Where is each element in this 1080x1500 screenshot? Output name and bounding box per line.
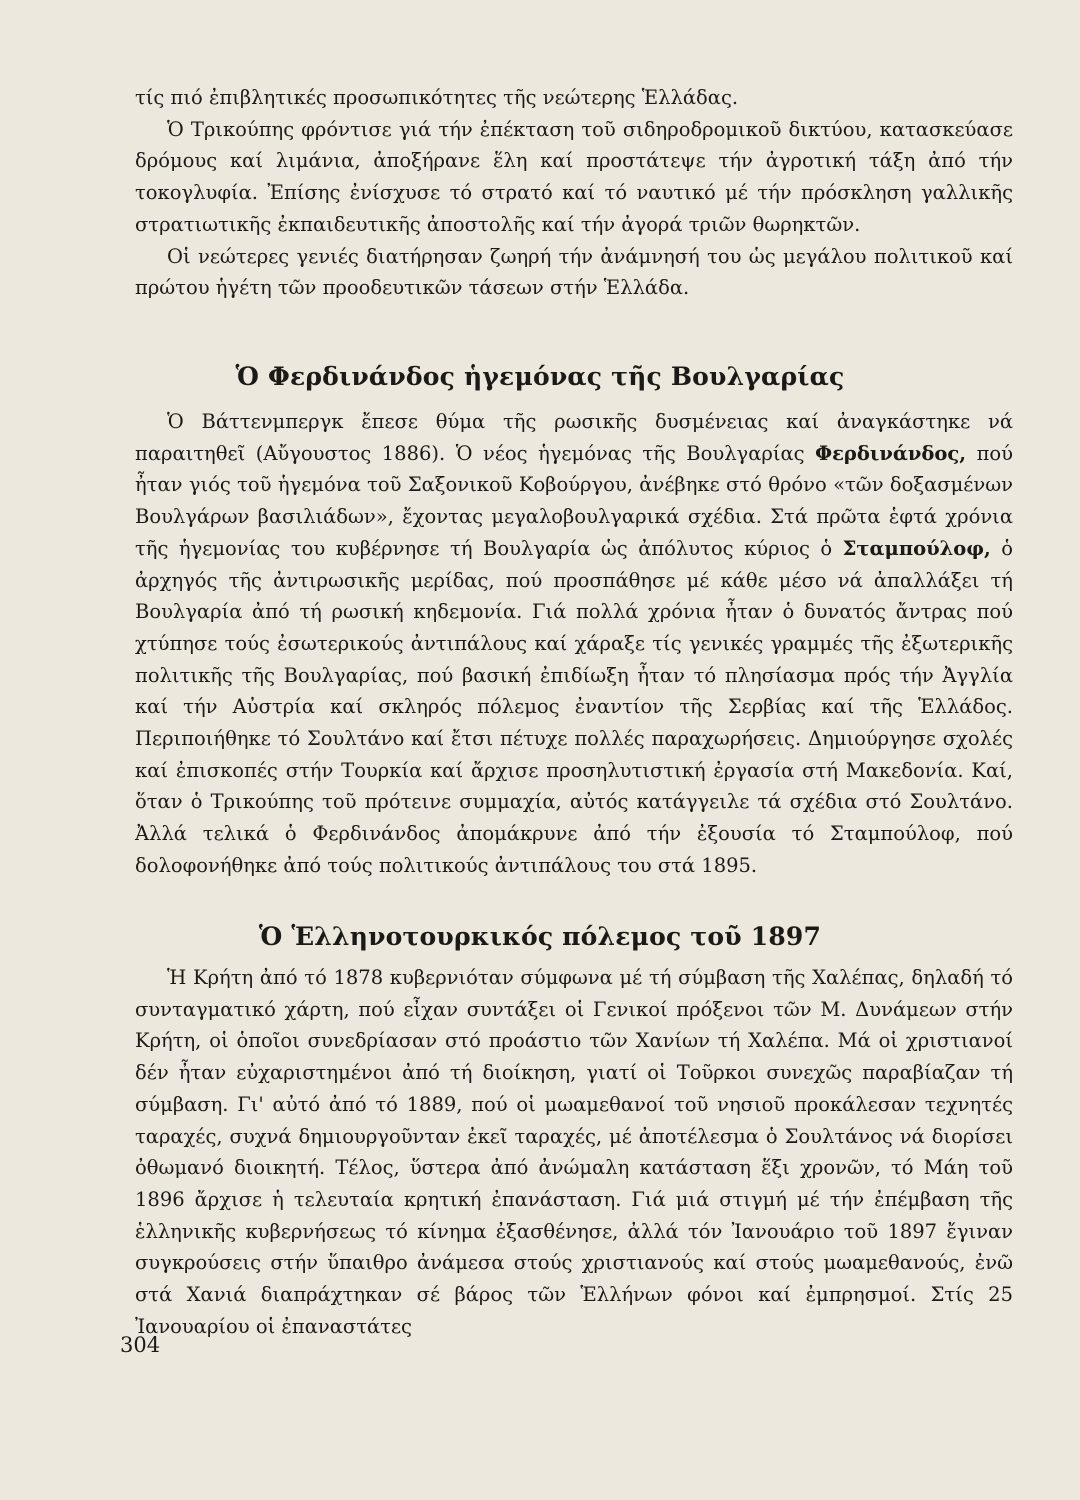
heading-ferdinand: Ὁ Φερδινάνδος ἡγεμόνας τῆς Βουλγαρίας <box>235 362 845 391</box>
section-trikoupis <box>135 82 1013 304</box>
section-ferdinand <box>135 406 1013 882</box>
page-number: 304 <box>120 1333 161 1357</box>
section-war-1897 <box>135 962 1013 1342</box>
paragraph-trikoupis-legacy: Οἱ νεώτερες γενιές διατήρησαν ζωηρή τήν ἀνάμνησή του ὡς μεγάλου πολιτικοῦ καί πρώτου ἡγέτη τῶν προοδευτικῶν τάσεων στήν Ἑλλάδα. <box>135 244 1013 300</box>
paragraph-continuation: τίς πιό ἐπιβλητικές προσωπικότητες τῆς νεώτερης Ἑλλάδας. <box>135 86 739 109</box>
heading-war-1897: Ὁ Ἑλληνοτουρκικός πόλεμος τοῦ 1897 <box>258 922 822 951</box>
stambolov-bold-name: Σταμπούλοφ, <box>842 536 991 560</box>
paragraph-crete: Ἡ Κρήτη ἀπό τό 1878 κυβερνιόταν σύμφωνα μέ τή σύμβαση τῆς Χαλέπας, δηλαδή τό συνταγματικό χάρτη, πού εἶχαν συντάξει οἱ Γενικοί πρόξενοι τῶν Μ. Δυνάμεων στήν Κρήτη, οἱ ὁποῖοι συνεδρίασαν στό προάστιο τῶν Χανίων τή Χαλέπα. Μά οἱ χριστιανοί δέν ἦταν εὐχαριστημένοι ἀπό τή διοίκηση, γιατί οἱ Τοῦρκοι συνεχῶς παραβίαζαν τή σύμβαση. Γι' αὐτό ἀπό τό 1889, πού οἱ μωαμεθανοί τοῦ νησιοῦ προκάλεσαν τεχνητές ταραχές, συχνά δημιουργοῦνταν ἐκεῖ ταραχές, μέ ἀποτέλεσμα ὁ Σουλτάνος νά διορίσει ὀθωμανό διοικητή. Τέλος, ὕστερα ἀπό ἀνώμαλη κατάσταση ἕξι χρονῶν, τό Μάη τοῦ 1896 ἄρχισε ἡ τελευταία κρητική ἐπανάσταση. Γιά μιά στιγμή μέ τήν ἐπέμβαση τῆς ἑλληνικῆς κυβερνήσεως τό κίνημα ἐξασθένησε, ἀλλά τόν Ἰανουάριο τοῦ 1897 ἔγιναν συγκρούσεις στήν ὕπαιθρο ἀνάμεσα στούς χριστιανούς καί στούς μωαμεθανούς, ἐνῶ στά Χανιά διαπράχτηκαν σέ βάρος τῶν Ἑλλήνων φόνοι καί ἐμπρησμοί. Στίς 25 Ἰανουαρίου οἱ ἐπαναστάτες <box>135 966 1013 1338</box>
ferdinand-text-2: πού ἦταν γιός τοῦ ἡγεμόνα τοῦ Σαξονικοῦ Κοβούργου, ἀνέβηκε στό θρόνο «τῶν δοξασμένων Βουλγάρων βασιλιάδων», ἔχοντας μεγαλοβουλγαρικά σχέδια. Στά πρῶτα ἑφτά χρόνια τῆς ἡγεμονίας του κυβέρνησε τή Βουλγαρία ὡς ἀπόλυτος κύριος ὁ <box>135 441 1013 560</box>
ferdinand-text-3: ὁ ἀρχηγός τῆς ἀντιρωσικῆς μερίδας, πού προσπάθησε μέ κάθε μέσο νά ἀπαλλάξει τή Βουλγαρία ἀπό τή ρωσική κηδεμονία. Γιά πολλά χρόνια ἦταν ὁ δυνατός ἄντρας πού χτύπησε τούς ἐσωτερικούς ἀντιπάλους καί χάραξε τίς γενικές γραμμές τῆς ἐξωτερικῆς πολιτικῆς τῆς Βουλγαρίας, πού βασική ἐπιδίωξη ἦταν τό πλησίασμα πρός τήν Ἀγγλία καί τήν Αὐστρία καί σκληρός πόλεμος ἐναντίον τῆς Σερβίας καί τῆς Ἑλλάδος. Περιποιήθηκε τό Σουλτάνο καί ἔτσι πέτυχε πολλές παραχωρήσεις. Δημιούργησε σχολές καί ἐπισκοπές στήν Τουρκία καί ἄρχισε προσηλυτιστική ἐργασία στή Μακεδονία. Καί, ὅταν ὁ Τρικούπης τοῦ πρότεινε συμμαχία, αὐτός κατάγγειλε τά σχέδια στό Σουλτάνο. Ἀλλά τελικά ὁ Φερδινάνδος ἀπομάκρυνε ἀπό τήν ἐξουσία τό Σταμπούλοφ, πού δολοφονήθηκε ἀπό τούς πολιτικούς ἀντιπάλους του στά 1895. <box>135 536 1013 877</box>
paragraph-trikoupis-works: Ὁ Τρικούπης φρόντισε γιά τήν ἐπέκταση τοῦ σιδηροδρομικοῦ δικτύου, κατασκεύασε δρόμους καί λιμάνια, ἀποξήρανε ἕλη καί προστάτεψε τήν ἀγροτική τάξη ἀπό τήν τοκογλυφία. Ἐπίσης ἐνίσχυσε τό στρατό καί τό ναυτικό μέ τήν πρόσκληση γαλλικῆς στρατιωτικῆς ἐκπαιδευτικῆς ἀποστολῆς καί τήν ἀγορά τριῶν θωρηκτῶν. <box>135 117 1013 236</box>
ferdinand-bold-name: Φερδινάνδος, <box>815 441 967 465</box>
ferdinand-text-1: Ὁ Βάττενμπεργκ ἔπεσε θύμα τῆς ρωσικῆς δυσμένειας καί ἀναγκάστηκε νά παραιτηθεῖ (Αὔγουστος 1886). Ὁ νέος ἡγεμόνας τῆς Βουλγαρίας <box>135 410 1013 465</box>
paragraph-ferdinand <box>135 406 1013 882</box>
